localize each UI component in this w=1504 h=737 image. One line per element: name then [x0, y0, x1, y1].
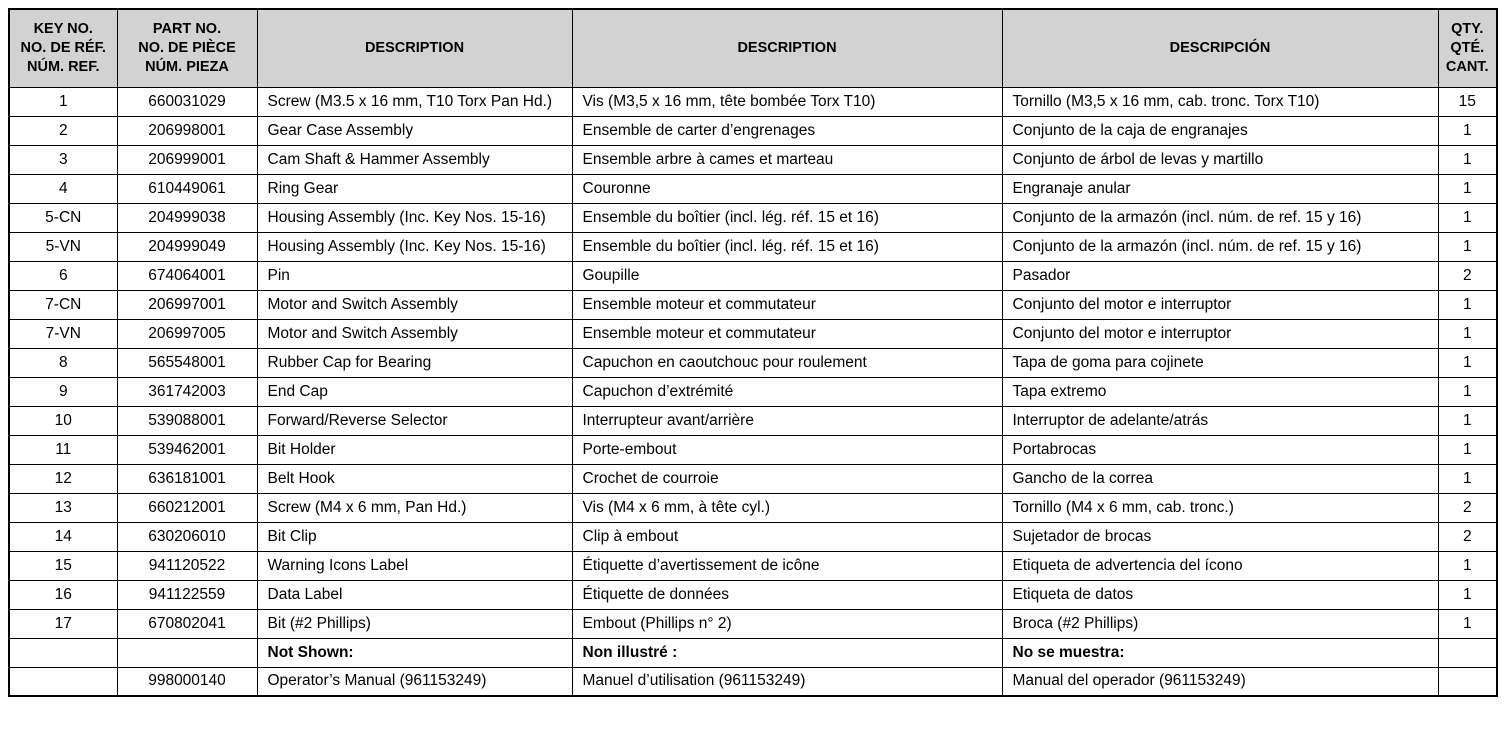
table-cell: 2 [1438, 261, 1497, 290]
table-cell: Manuel d’utilisation (961153249) [572, 667, 1002, 696]
table-cell: Housing Assembly (Inc. Key Nos. 15-16) [257, 232, 572, 261]
column-header-3 [572, 9, 1002, 87]
table-row [9, 580, 1497, 609]
table-cell: 8 [9, 348, 117, 377]
column-header-line: KEY NO. [33, 20, 93, 37]
table-cell: 636181001 [117, 464, 257, 493]
table-cell: 204999038 [117, 203, 257, 232]
table-cell: 1 [9, 87, 117, 116]
table-cell: 539088001 [117, 406, 257, 435]
column-header-line: QTÉ. [1450, 39, 1485, 56]
table-cell: 998000140 [117, 667, 257, 696]
table-cell: 9 [9, 377, 117, 406]
table-cell [117, 638, 257, 667]
table-cell: Embout (Phillips n° 2) [572, 609, 1002, 638]
table-cell: Non illustré : [572, 638, 1002, 667]
table-cell: 630206010 [117, 522, 257, 551]
column-header-line: NO. DE RÉF. [20, 39, 106, 56]
table-body [9, 87, 1497, 696]
table-row [9, 667, 1497, 696]
column-header-1 [117, 9, 257, 87]
table-cell: Gear Case Assembly [257, 116, 572, 145]
column-header-line: NÚM. PIEZA [145, 58, 229, 75]
parts-table [8, 8, 1498, 697]
table-cell: 1 [1438, 319, 1497, 348]
table-cell: 206997005 [117, 319, 257, 348]
table-cell: 17 [9, 609, 117, 638]
table-row [9, 87, 1497, 116]
table-cell [9, 667, 117, 696]
column-header-line: DESCRIPTION [364, 39, 465, 56]
table-cell: 1 [1438, 551, 1497, 580]
column-header-line: DESCRIPTION [737, 39, 837, 56]
table-cell: 206999001 [117, 145, 257, 174]
table-cell: 1 [1438, 609, 1497, 638]
column-header-line: QTY. [1451, 20, 1484, 37]
table-cell: 10 [9, 406, 117, 435]
table-cell: 2 [9, 116, 117, 145]
column-header-line: DESCRIPCIÓN [1169, 39, 1271, 56]
table-cell: Gancho de la correa [1002, 464, 1438, 493]
table-row [9, 435, 1497, 464]
table-cell: Capuchon en caoutchouc pour roulement [572, 348, 1002, 377]
table-cell [1438, 638, 1497, 667]
table-cell: Clip à embout [572, 522, 1002, 551]
table-cell: Capuchon d’extrémité [572, 377, 1002, 406]
table-cell: 206998001 [117, 116, 257, 145]
table-cell: Conjunto de la armazón (incl. núm. de ref. 15 y 16) [1002, 203, 1438, 232]
table-row [9, 464, 1497, 493]
table-cell: Conjunto de la armazón (incl. núm. de ref. 15 y 16) [1002, 232, 1438, 261]
table-cell: 565548001 [117, 348, 257, 377]
table-cell: 7-VN [9, 319, 117, 348]
table-cell: 941120522 [117, 551, 257, 580]
table-cell: 4 [9, 174, 117, 203]
table-cell: 5-CN [9, 203, 117, 232]
table-cell: Ensemble moteur et commutateur [572, 290, 1002, 319]
table-cell: Bit Holder [257, 435, 572, 464]
table-cell: 15 [1438, 87, 1497, 116]
table-cell: Couronne [572, 174, 1002, 203]
table-cell: 1 [1438, 435, 1497, 464]
column-header-5 [1438, 9, 1497, 87]
table-cell: Etiqueta de advertencia del ícono [1002, 551, 1438, 580]
table-cell: 7-CN [9, 290, 117, 319]
table-cell: 12 [9, 464, 117, 493]
table-cell: No se muestra: [1002, 638, 1438, 667]
table-cell: Interruptor de adelante/atrás [1002, 406, 1438, 435]
table-cell: 660212001 [117, 493, 257, 522]
table-cell: Not Shown: [257, 638, 572, 667]
table-cell: 6 [9, 261, 117, 290]
table-cell: Cam Shaft & Hammer Assembly [257, 145, 572, 174]
table-cell: Engranaje anular [1002, 174, 1438, 203]
table-cell: Vis (M3,5 x 16 mm, tête bombée Torx T10) [572, 87, 1002, 116]
column-header-4 [1002, 9, 1438, 87]
table-cell: Conjunto de árbol de levas y martillo [1002, 145, 1438, 174]
table-cell: Rubber Cap for Bearing [257, 348, 572, 377]
table-cell: 610449061 [117, 174, 257, 203]
table-row [9, 493, 1497, 522]
table-cell: Housing Assembly (Inc. Key Nos. 15-16) [257, 203, 572, 232]
table-cell: 1 [1438, 145, 1497, 174]
column-header-line: CANT. [1445, 58, 1489, 75]
table-cell: Bit (#2 Phillips) [257, 609, 572, 638]
table-cell: 204999049 [117, 232, 257, 261]
table-row [9, 406, 1497, 435]
table-cell: 1 [1438, 464, 1497, 493]
column-header-line: NO. DE PIÈCE [138, 39, 236, 56]
table-row [9, 522, 1497, 551]
column-header-2 [257, 9, 572, 87]
table-cell: Étiquette d’avertissement de icône [572, 551, 1002, 580]
table-row [9, 377, 1497, 406]
column-header-line: NÚM. REF. [27, 58, 100, 75]
table-cell: End Cap [257, 377, 572, 406]
table-cell: 2 [1438, 493, 1497, 522]
table-cell: Ensemble moteur et commutateur [572, 319, 1002, 348]
table-cell: Tapa extremo [1002, 377, 1438, 406]
table-cell: Tornillo (M3,5 x 16 mm, cab. tronc. Torx T10) [1002, 87, 1438, 116]
table-row [9, 261, 1497, 290]
table-cell: Crochet de courroie [572, 464, 1002, 493]
table-cell: Operator’s Manual (961153249) [257, 667, 572, 696]
table-row [9, 232, 1497, 261]
table-cell: 1 [1438, 203, 1497, 232]
table-cell: Manual del operador (961153249) [1002, 667, 1438, 696]
table-row [9, 174, 1497, 203]
table-cell: Portabrocas [1002, 435, 1438, 464]
table-cell: 1 [1438, 406, 1497, 435]
table-cell: Ensemble de carter d’engrenages [572, 116, 1002, 145]
table-cell: Forward/Reverse Selector [257, 406, 572, 435]
table-cell: Pin [257, 261, 572, 290]
table-cell: 16 [9, 580, 117, 609]
table-row [9, 203, 1497, 232]
table-cell: Conjunto del motor e interruptor [1002, 319, 1438, 348]
table-cell: Ensemble du boîtier (incl. lég. réf. 15 et 16) [572, 203, 1002, 232]
table-cell: Screw (M4 x 6 mm, Pan Hd.) [257, 493, 572, 522]
table-cell: Belt Hook [257, 464, 572, 493]
table-cell: Ring Gear [257, 174, 572, 203]
table-cell: Warning Icons Label [257, 551, 572, 580]
table-cell: 11 [9, 435, 117, 464]
table-cell: 1 [1438, 348, 1497, 377]
table-cell: 13 [9, 493, 117, 522]
table-cell: Ensemble du boîtier (incl. lég. réf. 15 et 16) [572, 232, 1002, 261]
table-row [9, 609, 1497, 638]
table-cell: 1 [1438, 580, 1497, 609]
table-row [9, 145, 1497, 174]
table-cell: 15 [9, 551, 117, 580]
table-cell: 1 [1438, 232, 1497, 261]
table-cell: 3 [9, 145, 117, 174]
table-cell: Étiquette de données [572, 580, 1002, 609]
table-cell: 941122559 [117, 580, 257, 609]
table-cell: 206997001 [117, 290, 257, 319]
table-cell: Screw (M3.5 x 16 mm, T10 Torx Pan Hd.) [257, 87, 572, 116]
table-cell: Etiqueta de datos [1002, 580, 1438, 609]
table-cell: 14 [9, 522, 117, 551]
column-header-0 [9, 9, 117, 87]
table-row [9, 348, 1497, 377]
column-header-line: PART NO. [152, 20, 222, 37]
table-row [9, 638, 1497, 667]
table-row [9, 551, 1497, 580]
table-cell: 674064001 [117, 261, 257, 290]
table-cell: Tornillo (M4 x 6 mm, cab. tronc.) [1002, 493, 1438, 522]
table-cell: Vis (M4 x 6 mm, à tête cyl.) [572, 493, 1002, 522]
table-cell: Sujetador de brocas [1002, 522, 1438, 551]
table-cell: Pasador [1002, 261, 1438, 290]
table-cell: 539462001 [117, 435, 257, 464]
table-cell: Interrupteur avant/arrière [572, 406, 1002, 435]
table-row [9, 116, 1497, 145]
table-cell: 1 [1438, 116, 1497, 145]
table-cell: Bit Clip [257, 522, 572, 551]
table-cell: 670802041 [117, 609, 257, 638]
table-cell: Motor and Switch Assembly [257, 290, 572, 319]
table-cell: 1 [1438, 377, 1497, 406]
table-cell: 5-VN [9, 232, 117, 261]
table-cell: Broca (#2 Phillips) [1002, 609, 1438, 638]
table-cell: 361742003 [117, 377, 257, 406]
table-cell: Goupille [572, 261, 1002, 290]
table-row [9, 319, 1497, 348]
table-cell: Conjunto de la caja de engranajes [1002, 116, 1438, 145]
table-cell: 1 [1438, 174, 1497, 203]
table-cell: 2 [1438, 522, 1497, 551]
table-cell: Tapa de goma para cojinete [1002, 348, 1438, 377]
table-cell: Motor and Switch Assembly [257, 319, 572, 348]
table-row [9, 290, 1497, 319]
table-cell: Ensemble arbre à cames et marteau [572, 145, 1002, 174]
table-cell [9, 638, 117, 667]
header-row [9, 9, 1497, 87]
table-cell: Porte-embout [572, 435, 1002, 464]
table-cell: Conjunto del motor e interruptor [1002, 290, 1438, 319]
table-cell: 660031029 [117, 87, 257, 116]
table-cell: 1 [1438, 290, 1497, 319]
table-cell: Data Label [257, 580, 572, 609]
table-cell [1438, 667, 1497, 696]
